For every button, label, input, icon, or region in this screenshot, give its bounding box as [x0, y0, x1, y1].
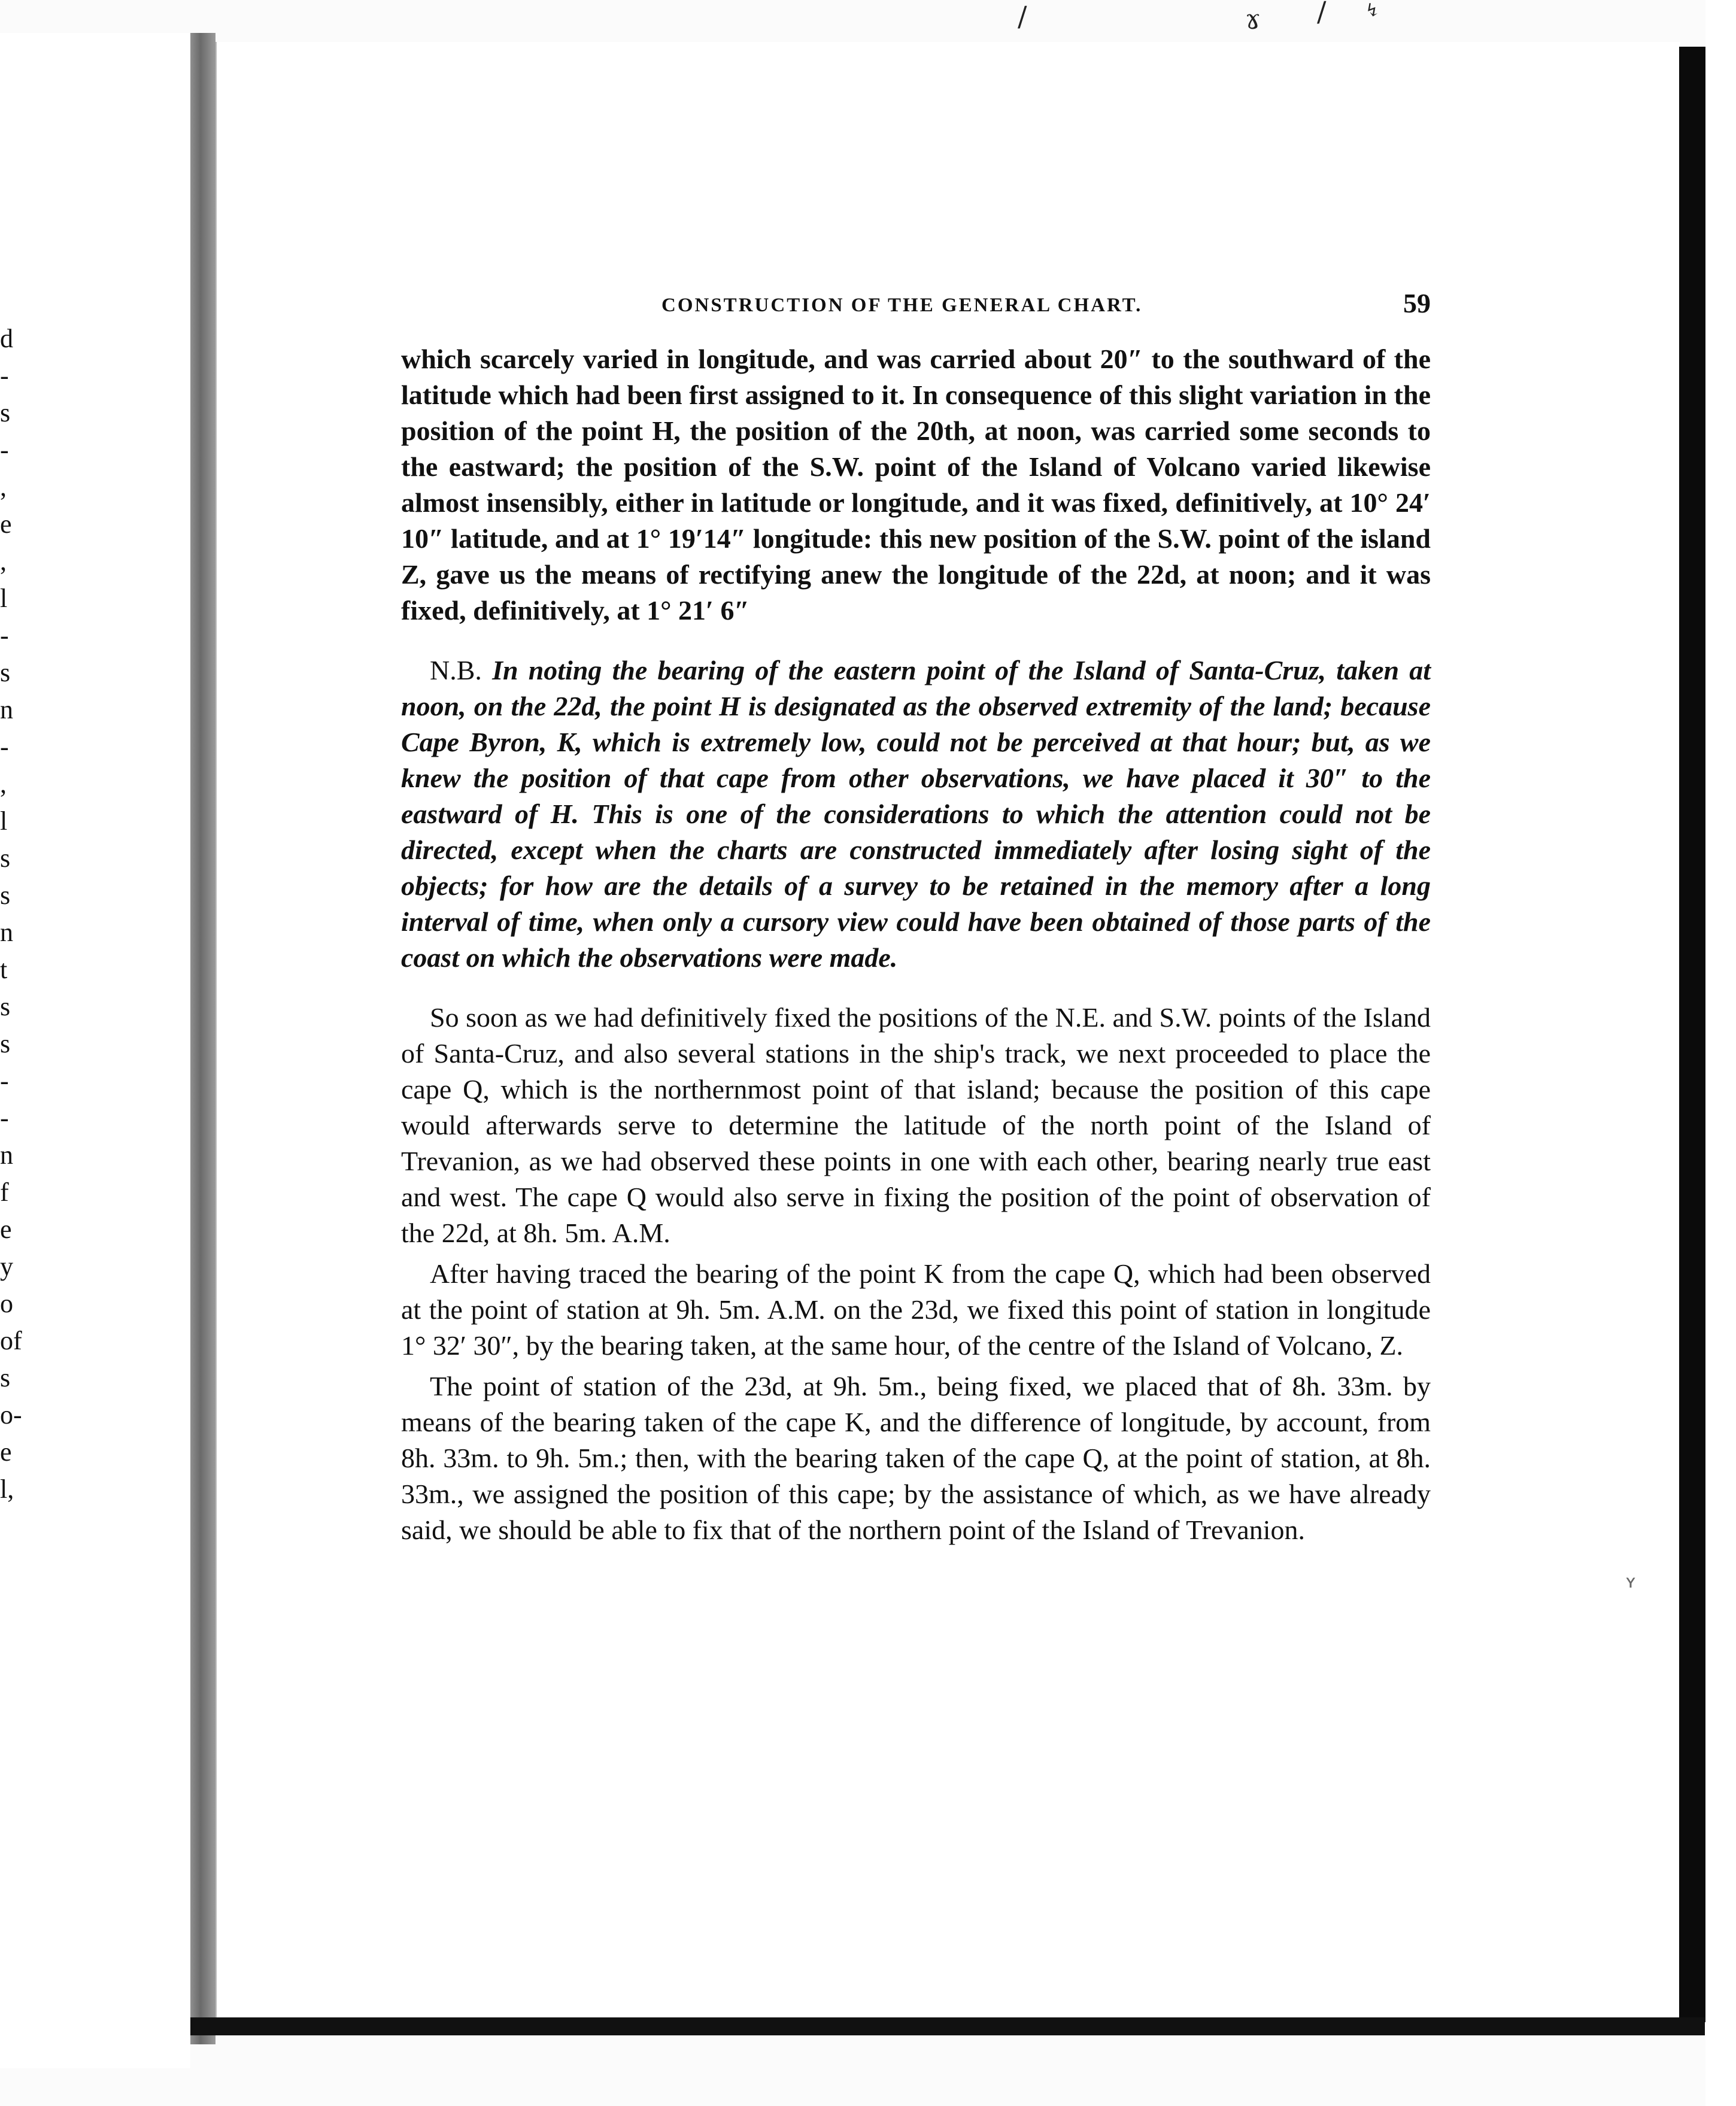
- page-number: 59: [1403, 288, 1431, 318]
- stray-tick: ʏ: [1625, 1571, 1637, 1592]
- paragraph-station-23d: The point of station of the 23d, at 9h. 5m., being fixed, we placed that of 8h. 33m. by means of the bearing taken of the cape K, and the difference of longitude, by account, from 8h. 33m. to 9h. 5m.; then, with the bearing taken of the cape Q, at the point of station, at 8h. 33m., we assigned the position of this cape; by the assistance of which, as we have already said, we should be able to fix that of the northern point of the Island of Trevanion.: [401, 1371, 1431, 1545]
- facing-line-end: -: [0, 1066, 9, 1096]
- facing-line-end: s: [0, 1363, 11, 1392]
- facing-line-end: o: [0, 1289, 13, 1318]
- facing-line-end: o-: [0, 1400, 22, 1430]
- facing-page-line-ends: [0, 33, 36, 2068]
- facing-line-end: e: [0, 509, 12, 539]
- paragraph-point-k: After having traced the bearing of the point K from the cape Q, which had been observed at the point of station at 9h. 5m. A.M. on the 23d, we fixed this point of station in longitude 1° 32′ 30″, by the bearing taken, at the same hour, of the centre of the Island of Volcano, Z.: [401, 1258, 1431, 1361]
- facing-line-end: l: [0, 806, 8, 836]
- facing-line-end: -: [0, 621, 9, 650]
- facing-line-end: s: [0, 398, 11, 427]
- facing-line-end: s: [0, 992, 11, 1021]
- facing-line-end: e: [0, 1215, 12, 1244]
- page-text-block: [401, 287, 1431, 1548]
- facing-line-end: f: [0, 1178, 9, 1207]
- facing-line-end: -: [0, 361, 9, 390]
- facing-page-left: [0, 33, 190, 2068]
- facing-line-end: n: [0, 1140, 13, 1170]
- page-edge-shadow: [1679, 47, 1705, 2022]
- page-bottom-shadow: [190, 2017, 1705, 2035]
- facing-line-end: l: [0, 584, 8, 613]
- facing-line-end: of: [0, 1326, 22, 1355]
- facing-line-end: s: [0, 658, 11, 687]
- facing-line-end: ,: [0, 472, 7, 502]
- facing-line-end: ,: [0, 769, 7, 799]
- scan-margin: [1705, 0, 1736, 2106]
- scan-artifact-marks: [994, 0, 1413, 42]
- facing-line-end: n: [0, 918, 13, 947]
- facing-line-end: s: [0, 1029, 11, 1058]
- nota-bene-note: [401, 653, 1431, 976]
- facing-line-end: d: [0, 324, 13, 353]
- facing-line-end: ,: [0, 547, 7, 576]
- facing-line-end: t: [0, 955, 8, 984]
- facing-line-end: l,: [0, 1474, 14, 1504]
- facing-line-end: y: [0, 1252, 13, 1281]
- running-head: [401, 287, 1431, 341]
- facing-line-end: s: [0, 881, 11, 910]
- facing-line-end: n: [0, 695, 13, 724]
- note-text: In noting the bearing of the eastern point of the Island of Santa-Cruz, taken at noon, on the 22d, the point H is designated as the observed extremity of the land; because Cape Byron, K, which is extremely low, could not be perceived at that hour; but, as we knew the position of that cape from other observations, we have placed it 30″ to the eastward of H. This is one of the considerations to which the attention could not be directed, except when the charts are constructed immediately after losing sight of the objects; for how are the details of a survey to be retained in the memory after a long interval of time, when only a cursory view could have been obtained of those parts of the coast on which the observations were made.: [401, 655, 1431, 973]
- note-lead: N.B.: [430, 655, 482, 685]
- stray-mark: /: [1018, 0, 1027, 32]
- facing-line-end: s: [0, 843, 11, 873]
- stray-mark: ↯: [1365, 0, 1380, 21]
- stray-mark: /: [1317, 0, 1327, 28]
- stray-mark: ɤ: [1245, 3, 1261, 35]
- facing-line-end: -: [0, 435, 9, 465]
- book-gutter: [190, 33, 216, 2044]
- facing-line-end: e: [0, 1437, 12, 1467]
- facing-line-end: -: [0, 732, 9, 761]
- paragraph-cape-q: So soon as we had definitively fixed the positions of the N.E. and S.W. points of the Island of Santa-Cruz, and also several stations in the ship's track, we next proceeded to place the cape Q, which is the northernmost point of that island; because the position of this cape would afterwards serve to determine the latitude of the north point of the Island of Trevanion, as we had observed these points in one with each other, bearing nearly true east and west. The cape Q would also serve in fixing the position of the point of observation of the 22d, at 8h. 5m. A.M.: [401, 1002, 1431, 1248]
- paragraph-continuation: which scarcely varied in longitude, and was carried about 20″ to the southward of the latitude which had been first assigned to it. In consequence of this slight variation in the position of the point H, the position of the 20th, at noon, was carried some seconds to the eastward; the position of the S.W. point of the Island of Volcano varied likewise almost insensibly, either in latitude or longitude, and it was fixed, definitively, at 10° 24′ 10″ latitude, and at 1° 19′14″ longitude: this new position of the S.W. point of the island Z, gave us the means of rectifying anew the longitude of the 22d, at noon; and it was fixed, definitively, at 1° 21′ 6″: [401, 344, 1431, 626]
- running-title: CONSTRUCTION OF THE GENERAL CHART.: [661, 295, 1143, 316]
- facing-line-end: -: [0, 1103, 9, 1133]
